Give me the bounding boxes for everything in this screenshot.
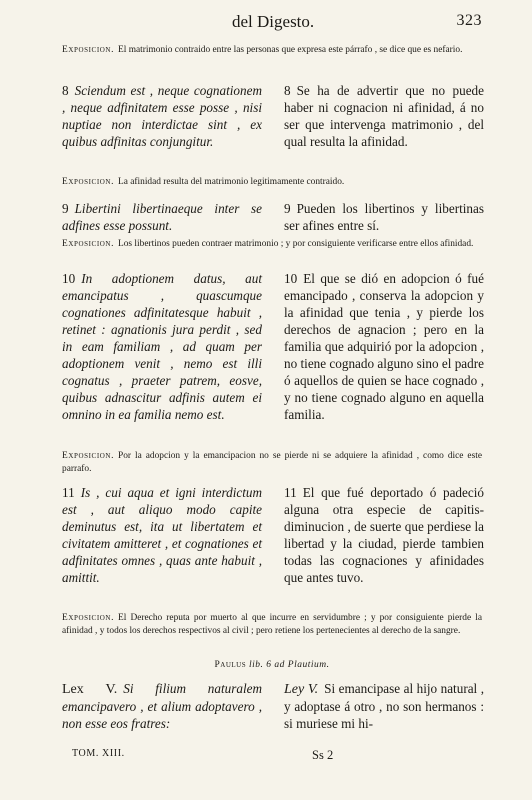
running-title: del Digesto. (232, 12, 315, 31)
spanish-text (284, 200, 484, 234)
section-number: 10 (284, 271, 298, 286)
source-attribution (62, 660, 482, 670)
spanish-body: Pueden los libertinos y libertinas ser afines entre sí. (284, 201, 484, 233)
ley-label: Ley V. (284, 682, 319, 697)
exposicion-label: Exposicion. (62, 177, 115, 187)
latin-body: In adoptionem datus, aut emancipatus , quascumque cognationes adfinitatesque habuit , retinet : agnationis jura perdit , sed in eam familiam , ad quam per adoptionem venit , nemo est illi cognatus , praeter patrem, eosve, quibus adnascitur adfinis autem ei omnino in ea familia nemo est. (62, 271, 262, 422)
latin-text (62, 82, 262, 150)
section-number: 11 (62, 485, 75, 500)
attribution-reference: lib. 6 ad Plautium. (249, 660, 330, 670)
exposicion-text: El Derecho reputa por muerto al que incurre en servidumbre ; y por consiguiente pierde la afinidad , y todos los derechos respectivos al civil ; pero retiene los pertenecientes al derecho de la sangre. (62, 613, 482, 636)
exposicion-text: La afinidad resulta del matrimonio legitimamente contraido. (118, 177, 345, 187)
page-footer (72, 748, 482, 764)
section-number: 10 (62, 271, 76, 286)
spanish-body: El que fué deportado ó padeció alguna otra especie de capitis-diminucion , de suerte que perdiese la libertad y la ciudad, pierde tambien todas las cognaciones y afinidades que antes tuvo. (284, 485, 484, 585)
spanish-text (284, 680, 484, 732)
latin-text (62, 680, 262, 732)
exposicion-text: Por la adopcion y la emancipacion no se pierde ni se adquiere la afinidad , como dice este parrafo. (62, 451, 482, 474)
exposicion-text: El matrimonio contraido entre las personas que expresa este párrafo , se dice que es nefario. (118, 45, 463, 55)
lex-label: Lex V. (62, 682, 118, 697)
exposicion-note (62, 176, 482, 189)
running-head (62, 12, 482, 36)
exposicion-label: Exposicion. (62, 45, 115, 55)
latin-text (62, 484, 262, 586)
exposicion-note (62, 612, 482, 638)
section-number: 9 (284, 201, 291, 216)
spanish-body: El que se dió en adopcion ó fué emancipado , conserva la adopcion y la afinidad que tenia , y pierde los derechos de agnacion ; pero en la familia que adquirió por la adopcion , no tiene cognado alguno sino el padre ó aquellos de quien se hace cognado , y no tiene cognado alguno en aquella familia. (284, 271, 484, 422)
signature-mark: Ss 2 (312, 748, 334, 762)
spanish-text (284, 270, 484, 423)
spanish-text (284, 484, 484, 586)
exposicion-note (62, 450, 482, 476)
latin-body: Si filium naturalem emancipavero , et alium adoptavero , non esse eos fratres: (62, 681, 262, 731)
exposicion-label: Exposicion. (62, 613, 115, 623)
section-number: 8 (284, 83, 291, 98)
exposicion-note (62, 238, 482, 251)
book-page (62, 0, 485, 800)
exposicion-note (62, 44, 482, 57)
spanish-body: Se ha de advertir que no puede haber ni cognacion ni afinidad, á no ser que intervenga matrimonio , del qual resulta la afinidad. (284, 83, 484, 149)
section-number: 11 (284, 485, 297, 500)
exposicion-label: Exposicion. (62, 239, 115, 249)
page-number: 323 (456, 12, 482, 29)
exposicion-text: Los libertinos pueden contraer matrimonio ; y por consiguiente verificarse entre ellos afinidad. (118, 239, 474, 249)
section-number: 8 (62, 83, 69, 98)
attribution-author: Paulus (214, 660, 247, 670)
exposicion-label: Exposicion. (62, 451, 115, 461)
latin-body: Sciendum est , neque cognationem , neque adfinitatem esse posse , nisi nuptiae non interdictae sint , ex quibus adfinitas conjungitur. (62, 83, 262, 149)
latin-text (62, 200, 262, 234)
latin-text (62, 270, 262, 423)
spanish-text (284, 82, 484, 150)
spanish-body: Si emancipase al hijo natural , y adoptase á otro , no son hermanos : si muriese mi hi- (284, 681, 485, 731)
volume-label: TOM. XIII. (72, 748, 125, 759)
section-number: 9 (62, 201, 69, 216)
latin-body: Libertini libertinaeque inter se adfines esse possunt. (62, 201, 262, 233)
latin-body: Is , cui aqua et igni interdictum est , aut aliquo modo capite deminutus est, ita ut libertatem et civitatem amitteret , et cognationes et adfinitates omnes , quas ante habuit , amittit. (62, 485, 262, 585)
